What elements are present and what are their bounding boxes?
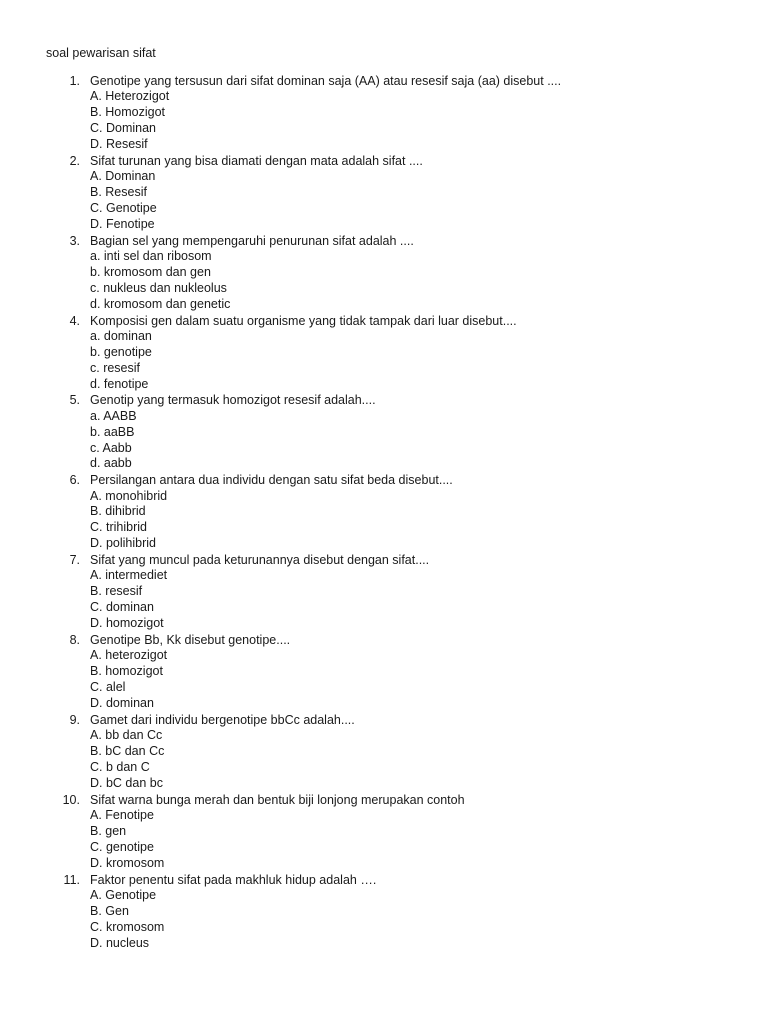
option-list bbox=[0, 409, 768, 473]
question-number: 9. bbox=[69, 712, 80, 727]
answer-option: A. heterozigot bbox=[90, 648, 168, 663]
option-list bbox=[0, 568, 768, 632]
question-item-1 bbox=[0, 73, 768, 153]
answer-option: B. Resesif bbox=[90, 185, 147, 200]
question-item-7 bbox=[0, 552, 768, 632]
option-list bbox=[0, 808, 768, 872]
question-item-5 bbox=[0, 392, 768, 472]
question-item-3 bbox=[0, 233, 768, 313]
answer-option: a. inti sel dan ribosom bbox=[90, 249, 212, 264]
question-item-6 bbox=[0, 472, 768, 552]
answer-option: A. Fenotipe bbox=[90, 808, 154, 823]
answer-option: C. genotipe bbox=[90, 839, 154, 854]
answer-option: B. gen bbox=[90, 823, 127, 838]
question-text: Sifat yang muncul pada keturunannya disebut dengan sifat.... bbox=[90, 553, 430, 568]
question-line bbox=[0, 472, 768, 488]
answer-option: d. aabb bbox=[90, 456, 132, 471]
answer-option: B. Gen bbox=[90, 903, 129, 918]
answer-option: C. dominan bbox=[90, 600, 154, 615]
answer-option: D. nucleus bbox=[90, 935, 150, 950]
question-text: Bagian sel yang mempengaruhi penurunan sifat adalah .... bbox=[90, 233, 414, 248]
question-number: 3. bbox=[69, 233, 80, 248]
question-text: Faktor penentu sifat pada makhluk hidup adalah …. bbox=[90, 872, 377, 887]
answer-option: B. dihibrid bbox=[90, 504, 146, 519]
answer-option: b. genotipe bbox=[90, 344, 152, 359]
question-item-10 bbox=[0, 792, 768, 872]
answer-option: c. nukleus dan nukleolus bbox=[90, 280, 227, 295]
question-line bbox=[0, 313, 768, 329]
answer-option: C. trihibrid bbox=[90, 520, 147, 535]
answer-option: A. Heterozigot bbox=[90, 89, 170, 104]
answer-option: A. monohibrid bbox=[90, 488, 168, 503]
question-item-4 bbox=[0, 313, 768, 393]
answer-option: C. Genotipe bbox=[90, 200, 157, 215]
option-list bbox=[0, 888, 768, 952]
document-title: soal pewarisan sifat bbox=[46, 46, 156, 60]
question-number: 11. bbox=[63, 872, 80, 887]
answer-option: a. AABB bbox=[90, 408, 137, 423]
question-item-11 bbox=[0, 872, 768, 952]
question-line bbox=[0, 153, 768, 169]
answer-option: A. Genotipe bbox=[90, 887, 157, 902]
answer-option: c. resesif bbox=[90, 360, 141, 375]
question-number: 1. bbox=[69, 74, 80, 88]
answer-option: C. b dan C bbox=[90, 759, 150, 774]
question-text: Gamet dari individu bergenotipe bbCc adalah.... bbox=[90, 712, 355, 727]
question-item-9 bbox=[0, 712, 768, 792]
answer-option: B. Homozigot bbox=[90, 105, 166, 120]
answer-option: d. kromosom dan genetic bbox=[90, 296, 231, 311]
question-text: Genotipe yang tersusun dari sifat dominan saja (AA) atau resesif saja (aa) disebut .... bbox=[90, 74, 562, 88]
question-number: 5. bbox=[69, 393, 80, 408]
answer-option: B. resesif bbox=[90, 584, 143, 599]
question-number: 4. bbox=[69, 313, 80, 328]
question-number: 6. bbox=[69, 473, 80, 488]
question-line bbox=[0, 792, 768, 808]
question-item-8 bbox=[0, 632, 768, 712]
question-number: 10. bbox=[62, 792, 80, 807]
option-list bbox=[0, 169, 768, 233]
answer-option: D. kromosom bbox=[90, 855, 165, 870]
answer-option: D. polihibrid bbox=[90, 536, 157, 551]
answer-option: A. Dominan bbox=[90, 169, 156, 184]
option-list bbox=[0, 489, 768, 553]
question-list bbox=[0, 73, 768, 951]
option-list bbox=[0, 329, 768, 393]
option-list bbox=[0, 249, 768, 313]
question-text: Sifat turunan yang bisa diamati dengan mata adalah sifat .... bbox=[90, 153, 423, 168]
answer-option: b. aaBB bbox=[90, 424, 135, 439]
question-line bbox=[0, 712, 768, 728]
answer-option: D. Fenotipe bbox=[90, 216, 155, 231]
question-line bbox=[0, 73, 768, 89]
answer-option: C. kromosom bbox=[90, 919, 165, 934]
question-text: Persilangan antara dua individu dengan satu sifat beda disebut.... bbox=[90, 473, 453, 488]
question-number: 2. bbox=[69, 153, 80, 168]
answer-option: C. alel bbox=[90, 680, 126, 695]
question-line bbox=[0, 552, 768, 568]
answer-option: d. fenotipe bbox=[90, 376, 149, 391]
question-line bbox=[0, 233, 768, 249]
answer-option: c. Aabb bbox=[90, 440, 132, 455]
answer-option: b. kromosom dan gen bbox=[90, 264, 211, 279]
question-item-2 bbox=[0, 153, 768, 233]
answer-option: D. dominan bbox=[90, 695, 154, 710]
answer-option: A. bb dan Cc bbox=[90, 728, 163, 743]
answer-option: B. bC dan Cc bbox=[90, 744, 165, 759]
question-text: Sifat warna bunga merah dan bentuk biji lonjong merupakan contoh bbox=[90, 792, 465, 807]
question-text: Genotip yang termasuk homozigot resesif adalah.... bbox=[90, 393, 376, 408]
answer-option: D. Resesif bbox=[90, 136, 148, 151]
option-list bbox=[0, 728, 768, 792]
question-text: Genotipe Bb, Kk disebut genotipe.... bbox=[90, 633, 291, 648]
question-text: Komposisi gen dalam suatu organisme yang tidak tampak dari luar disebut.... bbox=[90, 313, 517, 328]
answer-option: C. Dominan bbox=[90, 121, 156, 136]
question-line bbox=[0, 872, 768, 888]
answer-option: a. dominan bbox=[90, 328, 152, 343]
answer-option: B. homozigot bbox=[90, 664, 163, 679]
question-number: 8. bbox=[69, 633, 80, 648]
option-list bbox=[0, 89, 768, 153]
option-list bbox=[0, 648, 768, 712]
answer-option: D. homozigot bbox=[90, 616, 164, 631]
question-line bbox=[0, 632, 768, 648]
answer-option: D. bC dan bc bbox=[90, 775, 163, 790]
answer-option: A. intermediet bbox=[90, 568, 168, 583]
question-number: 7. bbox=[69, 553, 80, 568]
question-line bbox=[0, 392, 768, 408]
